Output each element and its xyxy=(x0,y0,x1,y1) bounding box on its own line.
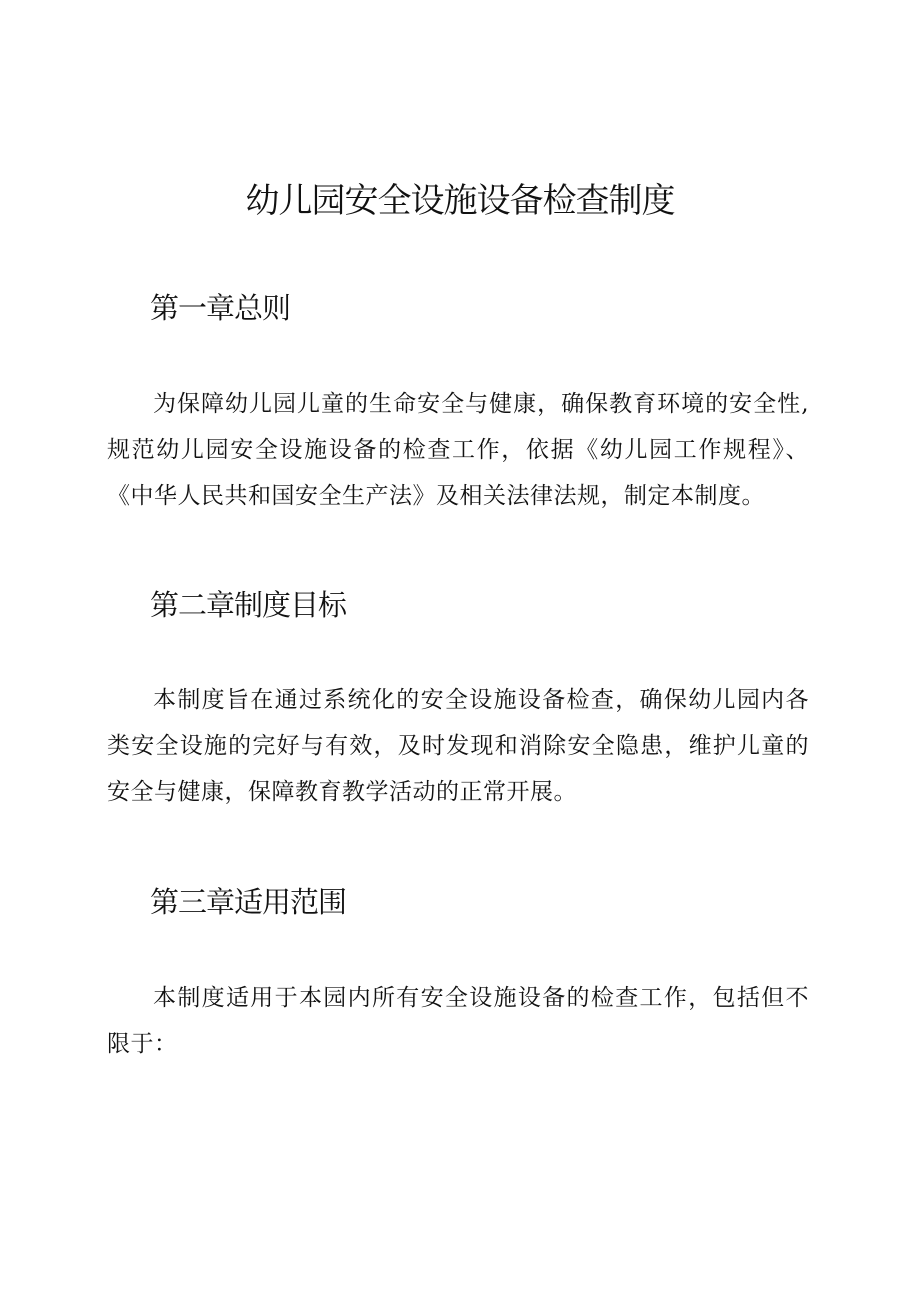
chapter-3-paragraph: 本制度适用于本园内所有安全设施设备的检查工作，包括但不限于： xyxy=(107,985,809,1057)
chapter-2-heading: 第二章制度目标 xyxy=(150,588,347,622)
chapter-2-paragraph: 本制度旨在通过系统化的安全设施设备检查，确保幼儿园内各类安全设施的完好与有效，及时发现和消除安全隐患，维护儿童的安全与健康，保障教育教学活动的正常开展。 xyxy=(107,687,809,805)
chapter-1-heading: 第一章总则 xyxy=(150,291,291,325)
chapter-1-paragraph: 为保障幼儿园儿童的生命安全与健康，确保教育环境的安全性,规范幼儿园安全设施设备的检查工作，依据《幼儿园工作规程》、《中华人民共和国安全生产法》及相关法律法规，制定本制度。 xyxy=(107,391,809,509)
chapter-3-heading: 第三章适用范围 xyxy=(150,885,347,919)
document-title: 幼儿园安全设施设备检查制度 xyxy=(245,181,675,221)
